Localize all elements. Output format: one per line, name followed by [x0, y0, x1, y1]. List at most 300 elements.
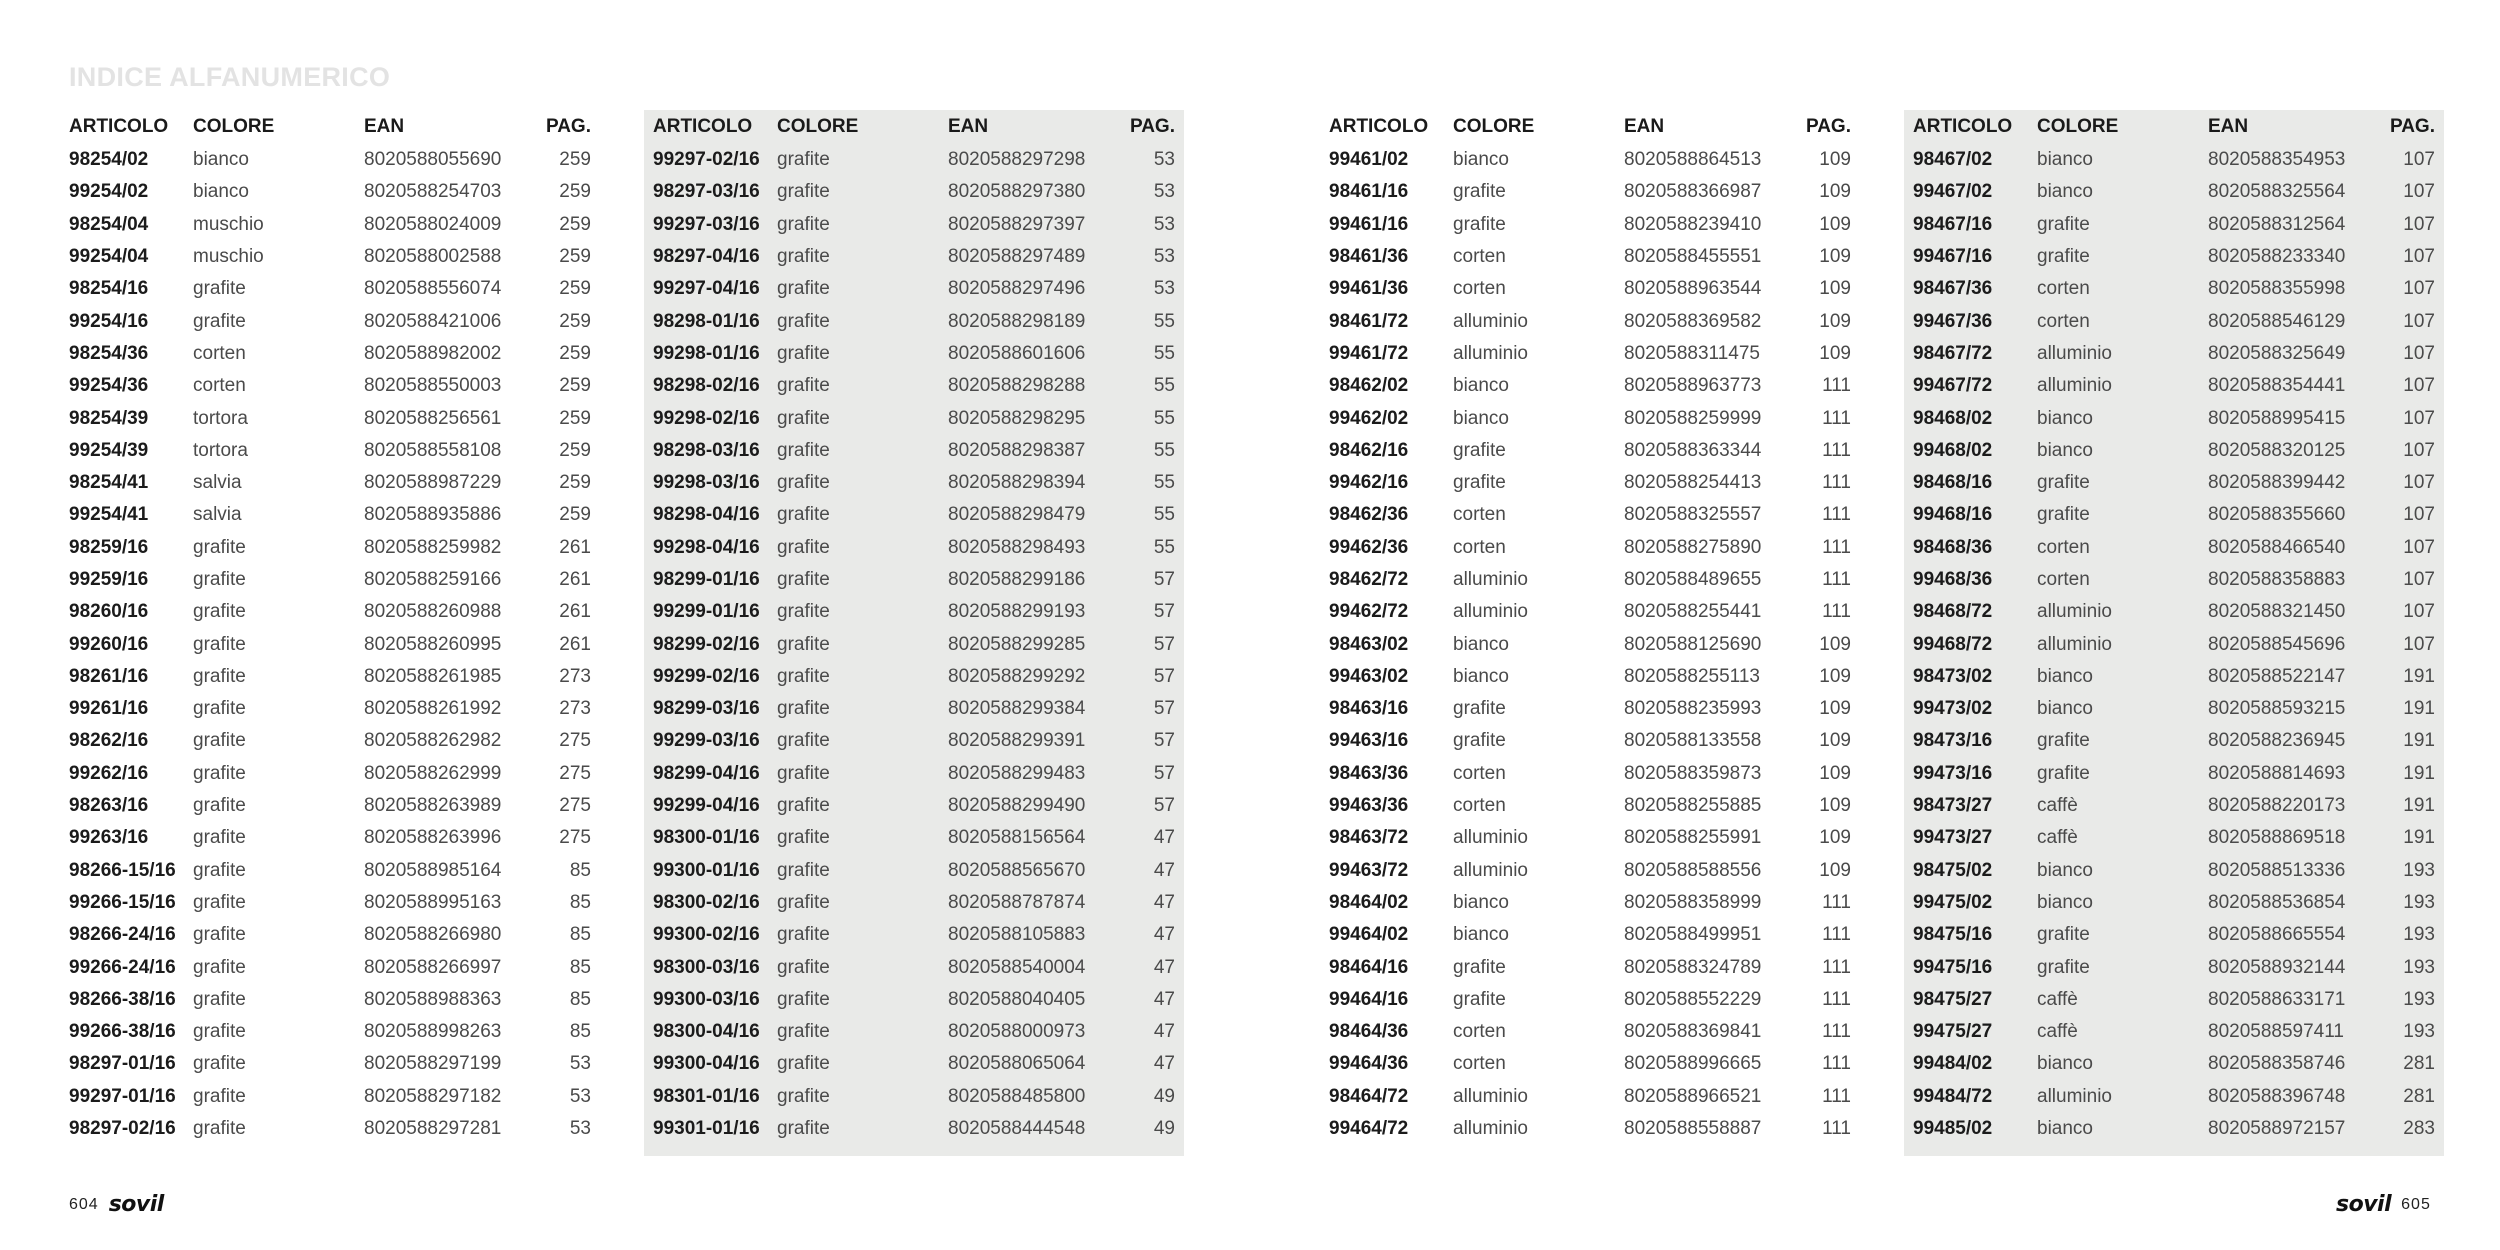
cell-articolo: 99467/36: [1913, 310, 1993, 332]
cell-pag: 111: [1822, 891, 1851, 913]
cell-pag: 191: [2403, 730, 2435, 752]
cell-ean: 8020588297397: [948, 213, 1086, 235]
cell-pag: 111: [1822, 601, 1851, 623]
table-row: [60, 628, 600, 660]
cell-pag: 275: [559, 795, 591, 817]
cell-ean: 8020588297489: [948, 246, 1086, 268]
cell-articolo: 99462/36: [1329, 536, 1409, 558]
cell-pag: 55: [1153, 504, 1175, 526]
cell-articolo: 99468/02: [1913, 439, 1993, 461]
table-row: [1904, 887, 2444, 919]
table-row: [1320, 370, 1860, 402]
cell-ean: 8020588000973: [948, 1021, 1086, 1043]
cell-pag: 259: [559, 246, 591, 268]
cell-articolo: 99462/16: [1329, 472, 1409, 494]
header-articolo: ARTICOLO: [1913, 116, 2013, 137]
cell-ean: 8020588263989: [364, 795, 502, 817]
cell-pag: 111: [1822, 1085, 1851, 1107]
cell-pag: 191: [2403, 827, 2435, 849]
table-row: [1904, 919, 2444, 951]
cell-ean: 8020588262982: [364, 730, 502, 752]
cell-articolo: 98297-01/16: [69, 1053, 176, 1075]
cell-pag: 107: [2403, 213, 2435, 235]
table-row: [1904, 467, 2444, 499]
table-row: [60, 951, 600, 983]
cell-ean: 8020588369582: [1624, 310, 1762, 332]
table-row: [1320, 693, 1860, 725]
cell-pag: 107: [2403, 246, 2435, 268]
cell-colore: grafite: [777, 924, 830, 946]
cell-articolo: 99464/16: [1329, 988, 1409, 1010]
cell-colore: tortora: [193, 439, 248, 461]
index-table-4: [1904, 110, 2444, 1156]
table-row: [60, 887, 600, 919]
cell-ean: 8020588055690: [364, 149, 502, 171]
cell-ean: 8020588665554: [2208, 924, 2346, 946]
cell-ean: 8020588298295: [948, 407, 1086, 429]
cell-ean: 8020588298394: [948, 472, 1086, 494]
table-row: [644, 144, 1184, 176]
table-row: [644, 1048, 1184, 1080]
table-row: [1320, 628, 1860, 660]
table-row: [1904, 532, 2444, 564]
cell-ean: 8020588255113: [1624, 665, 1760, 687]
cell-pag: 259: [559, 407, 591, 429]
table-row: [60, 790, 600, 822]
cell-ean: 8020588540004: [948, 956, 1086, 978]
cell-pag: 53: [1153, 213, 1175, 235]
table-row: [1904, 144, 2444, 176]
cell-articolo: 99300-02/16: [653, 924, 760, 946]
cell-articolo: 99467/02: [1913, 181, 1993, 203]
table-row: [644, 564, 1184, 596]
cell-colore: corten: [2037, 310, 2090, 332]
cell-pag: 259: [559, 181, 591, 203]
cell-colore: grafite: [193, 1053, 246, 1075]
cell-colore: grafite: [1453, 439, 1506, 461]
cell-ean: 8020588864513: [1624, 149, 1762, 171]
cell-pag: 57: [1153, 762, 1175, 784]
cell-articolo: 99462/72: [1329, 601, 1409, 623]
header-colore: COLORE: [777, 116, 859, 137]
table-row: [644, 499, 1184, 531]
cell-articolo: 99468/36: [1913, 569, 1993, 590]
cell-colore: grafite: [777, 1053, 830, 1075]
brand-logo: sovil: [108, 1192, 164, 1217]
cell-ean: 8020588002588: [364, 246, 502, 268]
cell-articolo: 99254/36: [69, 375, 149, 397]
cell-articolo: 98467/16: [1913, 213, 1993, 235]
cell-articolo: 98299-03/16: [653, 698, 760, 720]
cell-colore: grafite: [193, 310, 246, 332]
cell-colore: grafite: [777, 1118, 830, 1140]
cell-pag: 107: [2403, 342, 2435, 364]
table-row: [1904, 596, 2444, 628]
cell-articolo: 99467/72: [1913, 375, 1993, 397]
cell-articolo: 99299-03/16: [653, 730, 760, 752]
table-row: [1904, 822, 2444, 854]
table-header: [1904, 110, 2444, 144]
cell-ean: 8020588255885: [1624, 795, 1762, 817]
cell-colore: grafite: [193, 633, 246, 655]
cell-pag: 111: [1822, 375, 1851, 397]
cell-pag: 193: [2403, 924, 2435, 946]
cell-articolo: 98464/02: [1329, 891, 1409, 913]
table-row: [60, 1016, 600, 1048]
cell-articolo: 99254/41: [69, 504, 149, 526]
cell-ean: 8020588814693: [2208, 762, 2346, 784]
table-row: [1320, 273, 1860, 305]
table-row: [644, 855, 1184, 887]
cell-articolo: 99464/72: [1329, 1118, 1409, 1140]
cell-ean: 8020588396748: [2208, 1085, 2346, 1107]
table-row: [1904, 435, 2444, 467]
table-row: [1320, 338, 1860, 370]
cell-pag: 109: [1819, 213, 1851, 235]
cell-ean: 8020588536854: [2208, 891, 2346, 913]
cell-ean: 8020588869518: [2208, 827, 2346, 849]
cell-ean: 8020588358746: [2208, 1053, 2346, 1075]
cell-pag: 47: [1153, 859, 1175, 881]
table-row: [60, 1113, 600, 1145]
cell-colore: grafite: [777, 1085, 830, 1107]
table-row: [60, 241, 600, 273]
cell-pag: 55: [1153, 342, 1175, 364]
header-articolo: ARTICOLO: [1329, 116, 1429, 137]
cell-colore: corten: [1453, 536, 1506, 558]
table-row: [60, 176, 600, 208]
cell-ean: 8020588552229: [1624, 988, 1762, 1010]
cell-pag: 47: [1153, 956, 1175, 978]
cell-colore: bianco: [2037, 1118, 2093, 1140]
cell-ean: 8020588299384: [948, 698, 1086, 720]
table-row: [1320, 467, 1860, 499]
cell-colore: grafite: [2037, 213, 2090, 235]
cell-articolo: 98297-04/16: [653, 246, 760, 268]
cell-articolo: 98467/36: [1913, 278, 1993, 300]
cell-articolo: 98468/36: [1913, 536, 1993, 558]
cell-pag: 193: [2403, 859, 2435, 881]
cell-articolo: 99463/02: [1329, 665, 1409, 687]
cell-articolo: 99464/36: [1329, 1053, 1409, 1075]
cell-articolo: 98462/36: [1329, 504, 1409, 526]
cell-pag: 273: [559, 698, 591, 720]
cell-colore: grafite: [777, 569, 830, 590]
cell-ean: 8020588995415: [2208, 407, 2346, 429]
cell-ean: 8020588363344: [1624, 439, 1762, 461]
cell-ean: 8020588255991: [1624, 827, 1762, 849]
table-row: [1320, 790, 1860, 822]
table-row: [1320, 596, 1860, 628]
table-row: [1904, 241, 2444, 273]
cell-colore: bianco: [193, 149, 249, 171]
cell-ean: 8020588297298: [948, 149, 1086, 171]
table-row: [644, 951, 1184, 983]
cell-articolo: 98473/27: [1913, 795, 1993, 817]
table-row: [644, 693, 1184, 725]
table-row: [60, 532, 600, 564]
cell-articolo: 98300-03/16: [653, 956, 760, 978]
cell-colore: grafite: [777, 988, 830, 1010]
cell-pag: 259: [559, 213, 591, 235]
cell-colore: grafite: [2037, 762, 2090, 784]
cell-ean: 8020588358999: [1624, 891, 1762, 913]
cell-ean: 8020588324789: [1624, 956, 1762, 978]
cell-colore: grafite: [777, 439, 830, 461]
table-row: [644, 790, 1184, 822]
cell-colore: bianco: [1453, 665, 1509, 687]
cell-ean: 8020588256561: [364, 407, 502, 429]
cell-articolo: 99298-03/16: [653, 472, 760, 494]
table-row: [644, 725, 1184, 757]
table-row: [1320, 919, 1860, 951]
cell-colore: bianco: [2037, 859, 2093, 881]
cell-colore: grafite: [193, 601, 246, 623]
cell-pag: 193: [2403, 988, 2435, 1010]
table-row: [1320, 532, 1860, 564]
cell-ean: 8020588024009: [364, 213, 502, 235]
cell-ean: 8020588125690: [1624, 633, 1762, 655]
cell-colore: grafite: [1453, 698, 1506, 720]
cell-pag: 111: [1822, 569, 1851, 590]
cell-articolo: 99298-02/16: [653, 407, 760, 429]
cell-ean: 8020588489655: [1624, 569, 1762, 590]
cell-pag: 107: [2403, 375, 2435, 397]
table-row: [60, 693, 600, 725]
cell-articolo: 98473/16: [1913, 730, 1993, 752]
cell-colore: caffè: [2037, 795, 2078, 817]
cell-colore: grafite: [777, 342, 830, 364]
cell-ean: 8020588299186: [948, 569, 1086, 590]
cell-colore: grafite: [777, 310, 830, 332]
cell-articolo: 99467/16: [1913, 246, 1993, 268]
cell-articolo: 99266-38/16: [69, 1021, 176, 1043]
table-row: [60, 822, 600, 854]
cell-ean: 8020588320125: [2208, 439, 2346, 461]
table-row: [1320, 176, 1860, 208]
cell-ean: 8020588633171: [2208, 988, 2346, 1010]
cell-pag: 275: [559, 762, 591, 784]
cell-pag: 85: [569, 924, 591, 946]
cell-pag: 53: [569, 1085, 591, 1107]
cell-ean: 8020588558887: [1624, 1118, 1762, 1140]
cell-articolo: 98301-01/16: [653, 1085, 760, 1107]
cell-pag: 107: [2403, 439, 2435, 461]
cell-pag: 111: [1822, 1021, 1851, 1043]
cell-colore: grafite: [777, 956, 830, 978]
cell-colore: grafite: [777, 472, 830, 494]
table-row: [1904, 305, 2444, 337]
footer-right: [2336, 1192, 2431, 1217]
cell-articolo: 98473/02: [1913, 665, 1993, 687]
cell-pag: 53: [569, 1053, 591, 1075]
cell-pag: 57: [1153, 601, 1175, 623]
cell-pag: 261: [559, 536, 591, 558]
cell-pag: 109: [1819, 633, 1851, 655]
cell-pag: 107: [2403, 181, 2435, 203]
cell-pag: 109: [1819, 665, 1851, 687]
table-row: [60, 919, 600, 951]
table-row: [1320, 725, 1860, 757]
cell-colore: grafite: [777, 698, 830, 720]
cell-articolo: 98461/72: [1329, 310, 1409, 332]
cell-ean: 8020588985164: [364, 859, 502, 881]
cell-ean: 8020588255441: [1624, 601, 1762, 623]
cell-colore: grafite: [2037, 956, 2090, 978]
cell-articolo: 99463/36: [1329, 795, 1409, 817]
cell-colore: grafite: [193, 569, 246, 590]
cell-colore: corten: [1453, 795, 1506, 817]
header-pag: PAG.: [1129, 116, 1175, 137]
cell-ean: 8020588261992: [364, 698, 502, 720]
cell-articolo: 99300-01/16: [653, 859, 760, 881]
cell-colore: grafite: [1453, 730, 1506, 752]
cell-pag: 111: [1822, 1053, 1851, 1075]
cell-pag: 55: [1153, 310, 1175, 332]
cell-colore: bianco: [1453, 891, 1509, 913]
cell-pag: 49: [1153, 1085, 1175, 1107]
cell-pag: 111: [1822, 536, 1851, 558]
cell-pag: 111: [1822, 988, 1851, 1010]
cell-ean: 8020588988363: [364, 988, 502, 1010]
cell-colore: grafite: [777, 827, 830, 849]
cell-ean: 8020588298189: [948, 310, 1086, 332]
table-row: [644, 887, 1184, 919]
cell-ean: 8020588254413: [1624, 472, 1762, 494]
cell-ean: 8020588556074: [364, 278, 502, 300]
table-row: [644, 305, 1184, 337]
cell-articolo: 99475/02: [1913, 891, 1993, 913]
cell-articolo: 99263/16: [69, 827, 149, 849]
table-row: [1904, 1016, 2444, 1048]
cell-colore: grafite: [777, 149, 830, 171]
table-row: [1320, 1048, 1860, 1080]
cell-articolo: 99298-04/16: [653, 536, 760, 558]
cell-pag: 259: [559, 342, 591, 364]
cell-articolo: 98260/16: [69, 601, 149, 623]
cell-pag: 85: [569, 1021, 591, 1043]
cell-ean: 8020588263996: [364, 827, 502, 849]
cell-articolo: 98299-01/16: [653, 569, 760, 590]
cell-ean: 8020588355998: [2208, 278, 2346, 300]
cell-ean: 8020588298387: [948, 439, 1086, 461]
table-row: [644, 402, 1184, 434]
cell-colore: bianco: [2037, 407, 2093, 429]
header-ean: EAN: [364, 116, 405, 137]
cell-pag: 111: [1822, 1118, 1851, 1140]
cell-colore: grafite: [2037, 504, 2090, 526]
cell-pag: 109: [1819, 795, 1851, 817]
cell-pag: 281: [2403, 1053, 2435, 1075]
cell-colore: grafite: [193, 665, 246, 687]
cell-pag: 191: [2403, 698, 2435, 720]
table-row: [1904, 628, 2444, 660]
cell-colore: alluminio: [1453, 342, 1528, 364]
cell-pag: 107: [2403, 407, 2435, 429]
cell-articolo: 99299-01/16: [653, 601, 760, 623]
cell-pag: 85: [569, 859, 591, 881]
cell-pag: 273: [559, 665, 591, 687]
cell-ean: 8020588485800: [948, 1085, 1086, 1107]
header-colore: COLORE: [2037, 116, 2119, 137]
cell-pag: 111: [1822, 472, 1851, 494]
table-row: [1320, 402, 1860, 434]
cell-pag: 47: [1153, 1021, 1175, 1043]
cell-articolo: 99259/16: [69, 569, 149, 590]
cell-colore: grafite: [1453, 181, 1506, 203]
cell-colore: grafite: [193, 795, 246, 817]
table-row: [60, 855, 600, 887]
cell-articolo: 99266-24/16: [69, 956, 176, 978]
cell-colore: grafite: [777, 181, 830, 203]
cell-pag: 259: [559, 504, 591, 526]
cell-articolo: 98468/16: [1913, 472, 1993, 494]
cell-colore: corten: [2037, 536, 2090, 558]
cell-pag: 259: [559, 149, 591, 171]
cell-ean: 8020588996665: [1624, 1053, 1762, 1075]
cell-colore: grafite: [193, 278, 246, 300]
cell-colore: bianco: [1453, 375, 1509, 397]
cell-pag: 57: [1153, 698, 1175, 720]
cell-articolo: 98300-04/16: [653, 1021, 760, 1043]
header-ean: EAN: [948, 116, 989, 137]
table-row: [644, 338, 1184, 370]
cell-colore: bianco: [2037, 149, 2093, 171]
cell-ean: 8020588236945: [2208, 730, 2346, 752]
cell-ean: 8020588601606: [948, 342, 1086, 364]
table-row: [1320, 1113, 1860, 1145]
cell-ean: 8020588235993: [1624, 698, 1762, 720]
cell-ean: 8020588220173: [2208, 795, 2346, 817]
cell-articolo: 98463/16: [1329, 698, 1409, 720]
cell-pag: 53: [569, 1118, 591, 1140]
cell-colore: grafite: [777, 633, 830, 655]
cell-ean: 8020588972157: [2208, 1118, 2346, 1140]
cell-colore: bianco: [2037, 665, 2093, 687]
cell-articolo: 99461/16: [1329, 213, 1409, 235]
cell-ean: 8020588522147: [2208, 665, 2346, 687]
cell-articolo: 99464/02: [1329, 924, 1409, 946]
cell-colore: grafite: [777, 795, 830, 817]
cell-ean: 8020588299391: [948, 730, 1086, 752]
cell-colore: bianco: [2037, 698, 2093, 720]
cell-colore: corten: [1453, 278, 1506, 300]
table-row: [60, 596, 600, 628]
cell-articolo: 98299-02/16: [653, 633, 760, 655]
table-row: [1320, 887, 1860, 919]
cell-colore: grafite: [1453, 472, 1506, 494]
cell-pag: 111: [1822, 439, 1851, 461]
cell-ean: 8020588369841: [1624, 1021, 1762, 1043]
table-row: [644, 209, 1184, 241]
cell-articolo: 98297-03/16: [653, 181, 760, 203]
cell-ean: 8020588297182: [364, 1085, 502, 1107]
cell-pag: 259: [559, 310, 591, 332]
cell-ean: 8020588299193: [948, 601, 1086, 623]
cell-ean: 8020588499951: [1624, 924, 1762, 946]
cell-ean: 8020588354441: [2208, 375, 2346, 397]
table-row: [60, 370, 600, 402]
table-row: [1320, 435, 1860, 467]
table-row: [1320, 144, 1860, 176]
cell-colore: grafite: [193, 891, 246, 913]
cell-colore: corten: [193, 342, 246, 364]
cell-ean: 8020588105883: [948, 924, 1086, 946]
cell-ean: 8020588312564: [2208, 213, 2346, 235]
cell-colore: muschio: [193, 246, 264, 268]
cell-colore: grafite: [777, 504, 830, 526]
cell-pag: 259: [559, 472, 591, 494]
